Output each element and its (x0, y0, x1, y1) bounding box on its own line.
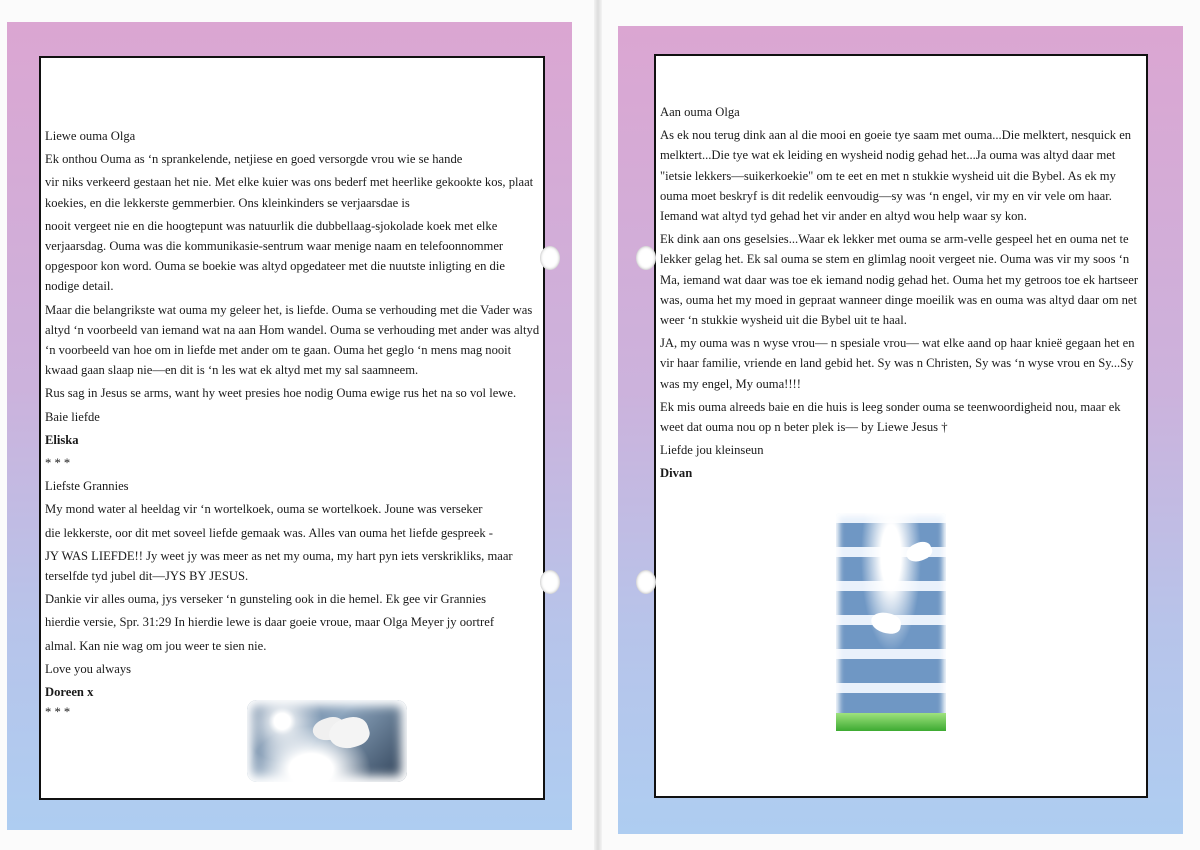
letter-paragraph: As ek nou terug dink aan al die mooi en goeie tye saam met ouma...Die melktert, nesquick en melktert...Die tye wat ek leiding en wysheid nodig gehad het...Ja ouma was altyd daar met "ietsie lekkers—suikerkoekie" om te eet en met n stukkie wysheid uit die Bybel. As ek my ouma moet beskryf is dit redelik eenvoudig—sy was ‘n engel, vir my en vir vele om haar. Iemand wat altyd tyd gehad het vir ander en altyd wou help waar sy kon. (660, 128, 1132, 224)
separator: * * * (45, 705, 71, 720)
dove-icon (325, 713, 372, 754)
letter-paragraph: Ek mis ouma alreeds baie en die huis is leeg sonder ouma se teenwoordigheid nou, maar ek weet dat ouma nou op n beter plek is— by Liewe Jesus † (660, 399, 1121, 435)
punch-hole (540, 570, 560, 594)
right-page-text (660, 102, 1142, 487)
letter-paragraph: JY WAS LIEFDE!! Jy weet jy was meer as net my ouma, my hart pyn iets verskrikliks, maar terselfde tyd jubel dit—JYS BY JESUS. (45, 548, 513, 584)
right-page-frame (654, 54, 1148, 798)
signature-name: Doreen x (45, 685, 94, 700)
letter-paragraph: Rus sag in Jesus se arms, want hy weet presies hoe nodig Ouma ewige rus het na so vol lewe. (45, 386, 517, 401)
letter-greeting: Liefste Grannies (45, 479, 129, 494)
letter-paragraph: hierdie versie, Spr. 31:29 In hierdie lewe is daar goeie vroue, maar Olga Meyer jy oortref (45, 615, 495, 630)
left-page-frame (39, 56, 545, 800)
letter-paragraph: vir niks verkeerd gestaan het nie. Met elke kuier was ons bederf met heerlike gekookte kos, plaat koekies, en die lekkerste gemmerbier. Ons kleinkinders se verjaarsdae is (45, 175, 534, 210)
dove-icon (869, 611, 902, 636)
letter-closing: Liefde jou kleinseun (660, 443, 764, 458)
letter-paragraph: almal. Kan nie wag om jou weer te sien nie. (45, 638, 267, 653)
right-page (618, 26, 1183, 834)
letter-paragraph: die lekkerste, oor dit met soveel liefde gemaak was. Alles van ouma het liefde gespreek - (45, 525, 493, 540)
book-spine (594, 0, 602, 850)
separator: * * * (45, 456, 71, 471)
dove-icon (903, 538, 934, 565)
heaven-clouds-image (836, 513, 946, 731)
left-page-text (45, 126, 541, 722)
signature-name: Divan (660, 466, 693, 481)
letter-paragraph: nooit vergeet nie en die hoogtepunt was natuurlik die dubbellaag-sjokolade koek met elke verjaarsdag. Ouma was die kommunikasie-sentrum waar menige naam en telefoonnommer opgespoor kon word. Ouma se boekie was altyd opgedateer met die nuutste inligting en die nodige detail. (45, 218, 505, 294)
letter-paragraph: Ek dink aan ons geselsies...Waar ek lekker met ouma se arm-velle gespeel het en ouma net te lekker gelag het. Ek sal ouma se stem en glimlag nooit vergeet nie. Ouma was vir my soos ‘n Ma, iemand wat daar was toe ek iemand nodig gehad het. Ouma het my getroos toe ek hartseer was, ouma het my moed in gepraat wanneer dinge moeilik was en ouma was altyd daar om net weer ‘n stukkie wysheid uit die Bybel uit te haal. (660, 232, 1139, 328)
letter-paragraph: Dankie vir alles ouma, jys verseker ‘n gunsteling ook in die hemel. Ek gee vir Grannies (45, 592, 487, 607)
signature-name: Eliska (45, 432, 79, 447)
dove-sky-image (247, 700, 407, 782)
letter-greeting: Aan ouma Olga (660, 105, 740, 119)
letter-closing: Baie liefde (45, 409, 100, 424)
letter-greeting: Liewe ouma Olga (45, 129, 136, 143)
letter-signature (45, 430, 541, 450)
grass-strip (836, 713, 946, 731)
punch-hole (540, 246, 560, 270)
letter-paragraph: My mond water al heeldag vir ‘n wortelkoek, ouma se wortelkoek. Joune was verseker (45, 502, 483, 517)
letter-paragraph: JA, my ouma was n wyse vrou— n spesiale vrou— wat elke aand op haar knieë gegaan het en vir haar familie, vriende en land gebid het. Sy was n Christen, Sy was ‘n wyse vrou en Sy...Sy was my engel, My ouma!!!! (660, 336, 1135, 391)
letter-paragraph: Ek onthou Ouma as ‘n sprankelende, netjiese en goed versorgde vrou wie se hande (45, 152, 463, 167)
left-page (7, 22, 572, 830)
letter-paragraph: Maar die belangrikste wat ouma my geleer het, is liefde. Ouma se verhouding met die Vader was altyd ‘n voorbeeld van iemand wat na aan Hom wandel. Ouma se verhouding met ander was altyd ‘n voorbeeld van hoe om in liefde met ander om te gaan. Ouma het geglo ‘n mens mag nooit kwaad gaan slaap nie—en dit is ‘n les wat ek altyd met my sal saamneem. (45, 302, 540, 378)
punch-hole (636, 246, 656, 270)
punch-hole (636, 570, 656, 594)
letter-closing: Love you always (45, 661, 132, 676)
letter-signature (660, 463, 1142, 483)
